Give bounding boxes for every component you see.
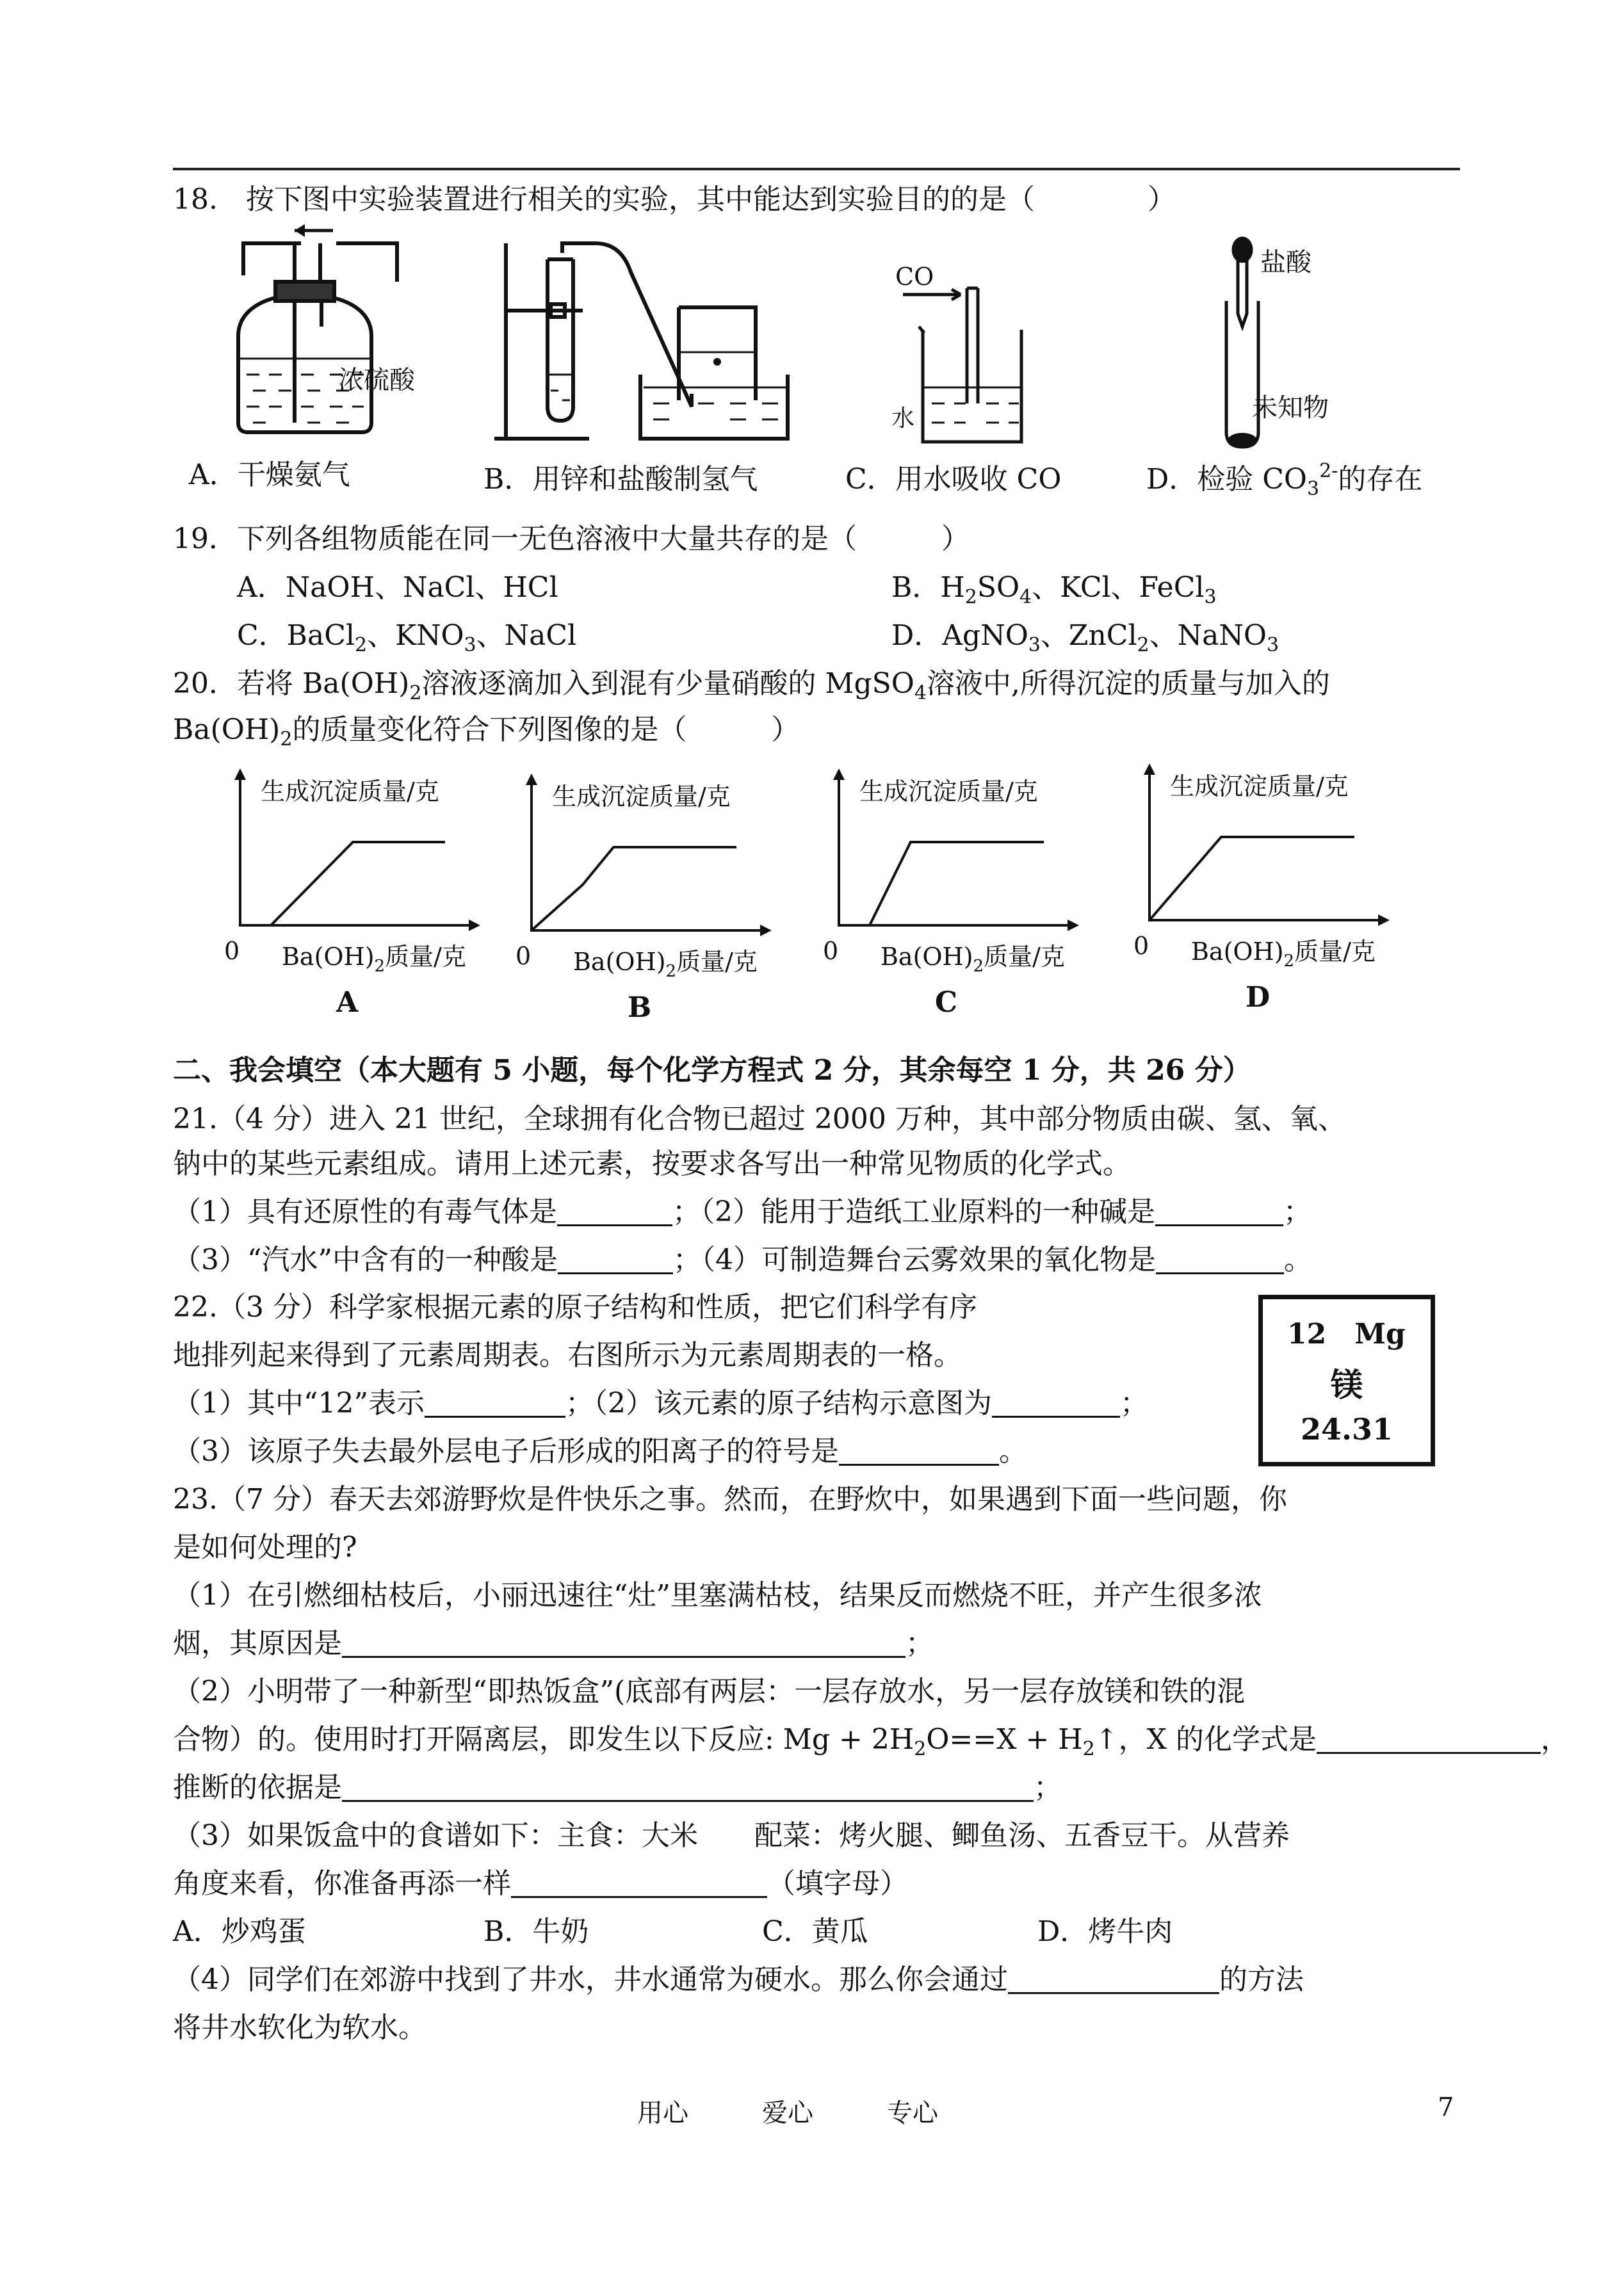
q23-line10: （4）同学们在郊游中找到了井水，井水通常为硬水。那么你会通过 的方法 — [173, 1963, 1304, 1996]
q21-line1: 21.（4 分）进入 21 世纪，全球拥有化合物已超过 2000 万种，其中部分物质由碳、氢、氧、 — [173, 1103, 1346, 1135]
q23-line11: 将井水软化为软水。 — [173, 2011, 426, 2044]
x-axis-arrow — [760, 925, 772, 936]
q22-line4: （3）该原子失去最外层电子后形成的阳离子的符号是 。 — [173, 1435, 1027, 1468]
chart-letter: D — [1246, 981, 1271, 1014]
q23-option-b: B．牛奶 — [483, 1915, 589, 1948]
answer-blank-23-3[interactable] — [342, 1772, 1034, 1802]
x-axis-arrow — [1068, 920, 1079, 931]
answer-blank-23-1[interactable] — [342, 1628, 905, 1658]
footer-text-1: 用心 — [637, 2098, 688, 2128]
footer-text-3: 专心 — [887, 2098, 938, 2128]
chart-x-label: $Ba(OH)_2$质量/克 — [282, 943, 466, 976]
q22-line2: 地排列起来得到了元素周期表。右图所示为元素周期表的一格。 — [173, 1339, 962, 1372]
answer-blank-21-1[interactable] — [557, 1196, 672, 1226]
q21-line2: 钠中的某些元素组成。请用上述元素，按要求各写出一种常见物质的化学式。 — [173, 1148, 1131, 1180]
answer-blank-21-3[interactable] — [558, 1244, 673, 1274]
q18-stem: 18. 按下图中实验装置进行相关的实验，其中能达到实验目的的是（ ） — [173, 183, 1176, 216]
q23-line8: （3）如果饭盒中的食谱如下：主食：大米 配菜：烤火腿、鲫鱼汤、五香豆干。从营养 — [173, 1819, 1290, 1852]
answer-blank-22-1[interactable] — [425, 1388, 565, 1418]
q20-stem-line2: $Ba(OH)_2$的质量变化符合下列图像的是（ ） — [173, 713, 800, 750]
q20-stem-line1: 20．若将 $Ba(OH)_2$溶液逐滴加入到混有少量硝酸的 MgSO$_4$溶液中,所得沉淀的质量与加入的 — [173, 667, 1330, 704]
element-name: 镁 — [1331, 1366, 1363, 1404]
q23-line7: 推断的依据是 ； — [173, 1771, 1062, 1804]
q23-line6: 合物）的。使用时打开隔离层，即发生以下反应: $Mg + 2H_2O==X$ + $H_2↑$，X 的化学式是 ， — [173, 1723, 1569, 1760]
q23-line3: （1）在引燃细枯枝后，小丽迅速往“灶”里塞满枯枝，结果反而燃烧不旺，并产生很多浓 — [173, 1579, 1262, 1612]
label-concentrated-sulfuric-acid: 浓硫酸 — [338, 366, 415, 395]
chart-letter: A — [336, 986, 359, 1019]
element-mass: 24.31 — [1300, 1412, 1393, 1447]
q21-line4: （3）“汽水”中含有的一种酸是 ；（4）可制造舞台云雾效果的氧化物是 。 — [173, 1244, 1312, 1276]
answer-blank-23-2[interactable] — [1317, 1724, 1541, 1754]
q19-option-c: C．BaCl$_2$、$KNO_3$、NaCl — [237, 619, 577, 656]
label-water: 水 — [891, 405, 915, 432]
footer-text-2: 爱心 — [762, 2098, 813, 2128]
q18-option-a: A．干燥氨气 — [189, 458, 350, 491]
apparatus-c-beaker — [900, 269, 1028, 461]
q22-line1: 22.（3 分）科学家根据元素的原子结构和性质，把它们科学有序 — [173, 1291, 977, 1324]
answer-blank-22-2[interactable] — [992, 1388, 1120, 1418]
chart-y-label: 生成沉淀质量/克 — [859, 777, 1038, 806]
q19-option-d: D．AgNO$_3$、ZnCl$_2$、NaNO$_3$ — [891, 619, 1279, 656]
y-axis-arrow — [833, 768, 845, 780]
q18-option-b: B．用锌和盐酸制氢气 — [483, 463, 758, 496]
section2-heading: 二、我会填空（本大题有 5 小题，每个化学方程式 2 分，其余每空 1 分，共 26 分） — [173, 1054, 1251, 1087]
q18-option-d: D．检验 $CO_3^{2-}$的存在 — [1146, 460, 1423, 500]
chart-A-series-line — [240, 842, 445, 925]
answer-blank-21-4[interactable] — [1156, 1244, 1284, 1274]
q23-option-a: A．炒鸡蛋 — [173, 1915, 306, 1948]
answer-blank-23-5[interactable] — [1008, 1964, 1219, 1994]
q23-line4: 烟，其原因是 ； — [173, 1627, 934, 1660]
chart-x-label: $Ba(OH)_2$质量/克 — [1191, 937, 1376, 971]
q19-option-b: B．$H_2SO_4$、KCl、FeCl$_3$ — [891, 571, 1217, 608]
q19-stem: 19．下列各组物质能在同一无色溶液中大量共存的是（ ） — [173, 523, 970, 555]
q19-option-a: A．NaOH、NaCl、HCl — [237, 571, 558, 604]
chart-y-label: 生成沉淀质量/克 — [552, 783, 731, 811]
q23-line2: 是如何处理的? — [173, 1531, 357, 1564]
chart-letter: B — [628, 991, 652, 1024]
label-co: CO — [895, 263, 934, 291]
label-unknown-substance: 未知物 — [1252, 393, 1329, 423]
chart-B-series-line — [532, 847, 736, 930]
q23-line1: 23.（7 分）春天去郊游野炊是件快乐之事。然而，在野炊中，如果遇到下面一些问题，你 — [173, 1483, 1287, 1516]
chart-y-label: 生成沉淀质量/克 — [261, 777, 439, 806]
chart-letter: C — [935, 986, 958, 1019]
answer-blank-23-4[interactable] — [511, 1868, 767, 1898]
q22-line3: （1）其中“12”表示 ；（2）该元素的原子结构示意图为 ； — [173, 1387, 1148, 1420]
chart-x-label: $Ba(OH)_2$质量/克 — [881, 943, 1065, 976]
chart-D-series-line — [1149, 837, 1354, 920]
chart-origin-label: 0 — [224, 937, 240, 965]
answer-blank-21-2[interactable] — [1155, 1196, 1283, 1226]
chart-C-series-line — [839, 842, 1044, 925]
q23-line5: （2）小明带了一种新型“即热饭盒”(底部有两层：一层存放水，另一层存放镁和铁的混 — [173, 1675, 1246, 1708]
apparatus-b-hydrogen-setup — [487, 247, 794, 451]
element-number: 12 Mg — [1287, 1318, 1406, 1350]
q23-line9: 角度来看，你准备再添一样 （填字母） — [173, 1867, 908, 1900]
label-hydrochloric-acid: 盐酸 — [1260, 248, 1311, 277]
chart-y-label: 生成沉淀质量/克 — [1170, 772, 1349, 800]
header-rule — [173, 168, 1460, 170]
chart-origin-label: 0 — [823, 937, 839, 965]
y-axis-arrow — [1144, 763, 1155, 775]
y-axis-arrow — [234, 768, 246, 780]
periodic-table-cell — [1258, 1295, 1435, 1466]
y-axis-arrow — [526, 774, 537, 785]
page-number: 7 — [1438, 2093, 1454, 2122]
chart-origin-label: 0 — [1133, 932, 1149, 960]
chart-x-label: $Ba(OH)_2$质量/克 — [573, 948, 758, 981]
answer-blank-22-3[interactable] — [839, 1436, 999, 1466]
chart-origin-label: 0 — [516, 942, 532, 970]
q23-option-c: C．黄瓜 — [762, 1915, 868, 1948]
q23-option-d: D．烤牛肉 — [1037, 1915, 1173, 1948]
q18-option-c: C．用水吸收 CO — [845, 463, 1062, 496]
x-axis-arrow — [1378, 914, 1390, 926]
x-axis-arrow — [469, 920, 480, 931]
q21-line3: （1）具有还原性的有毒气体是 ；（2）能用于造纸工业原料的一种碱是 ； — [173, 1196, 1311, 1228]
apparatus-a-drying-bottle — [224, 231, 455, 448]
